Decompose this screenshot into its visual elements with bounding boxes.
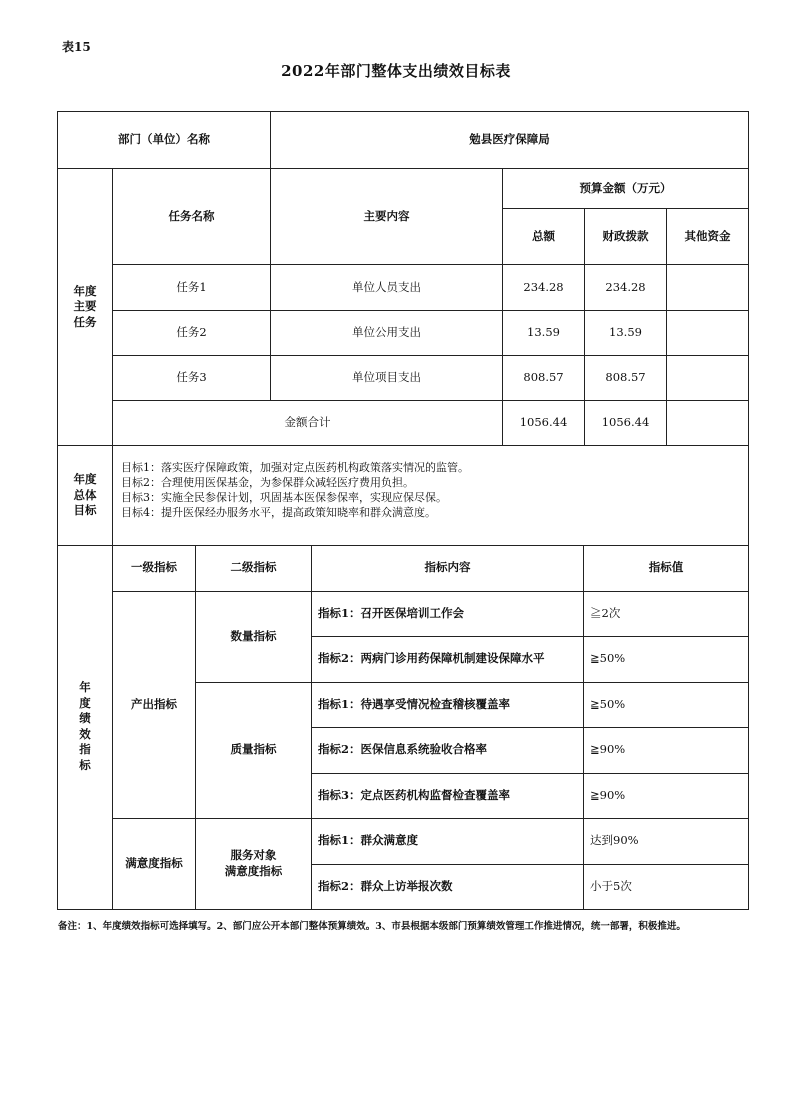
footnote: 备注：1、年度绩效指标可选择填写。2、部门应公开本部门整体预算绩效。3、市县根据本级部门预算绩效管理工作推进情况，统一部署，积极推进。 xyxy=(58,921,686,932)
sum-other xyxy=(667,401,749,446)
task-other xyxy=(667,265,749,311)
satisfaction-indicator-label: 满意度指标 xyxy=(113,818,196,909)
task-fiscal: 808.57 xyxy=(585,356,667,401)
department-label: 部门（单位）名称 xyxy=(58,112,271,169)
task-total: 808.57 xyxy=(503,356,585,401)
task-total: 13.59 xyxy=(503,311,585,356)
col-other: 其他资金 xyxy=(667,209,749,265)
sum-total: 1056.44 xyxy=(503,401,585,446)
col-budget: 预算金额（万元） xyxy=(503,169,749,209)
task-total: 234.28 xyxy=(503,265,585,311)
performance-label: 年 度 绩 效 指 标 xyxy=(58,545,113,909)
col-level1: 一级指标 xyxy=(113,545,196,591)
col-main-content: 主要内容 xyxy=(271,169,503,265)
service-satisfaction-label: 服务对象 满意度指标 xyxy=(196,818,312,909)
quantity-indicator-label: 数量指标 xyxy=(196,591,312,682)
indicator-value: ≧90% xyxy=(584,773,749,818)
department-value: 勉县医疗保障局 xyxy=(271,112,749,169)
indicator-content: 指标2：群众上访举报次数 xyxy=(312,864,584,909)
sum-row xyxy=(58,401,749,446)
document-title: 2022年部门整体支出绩效目标表 xyxy=(281,62,511,80)
task-budget-table xyxy=(57,111,749,546)
task-fiscal: 234.28 xyxy=(585,265,667,311)
indicator-value: ≧90% xyxy=(584,727,749,773)
task-other xyxy=(667,356,749,401)
task-row xyxy=(58,311,749,356)
annual-tasks-label: 年度 主要 任务 xyxy=(58,169,113,446)
task-content: 单位公用支出 xyxy=(271,311,503,356)
task-name: 任务2 xyxy=(113,311,271,356)
indicator-content: 指标2：两病门诊用药保障机制建设保障水平 xyxy=(312,636,584,682)
indicator-content: 指标1：待遇享受情况检查稽核覆盖率 xyxy=(312,682,584,727)
goal-line: 目标3：实施全民参保计划，巩固基本医保参保率，实现应保尽保。 xyxy=(121,491,447,504)
sum-fiscal: 1056.44 xyxy=(585,401,667,446)
annual-goals-text xyxy=(113,446,749,546)
indicator-value: 小于5次 xyxy=(584,864,749,909)
goal-line: 目标2：合理使用医保基金，为参保群众减轻医疗费用负担。 xyxy=(121,476,414,489)
indicator-content: 指标1：召开医保培训工作会 xyxy=(312,591,584,636)
indicator-value: ≧50% xyxy=(584,636,749,682)
indicator-content: 指标1：群众满意度 xyxy=(312,818,584,864)
col-level2: 二级指标 xyxy=(196,545,312,591)
indicator-value: ≧2次 xyxy=(584,591,749,636)
task-other xyxy=(667,311,749,356)
table-number: 表15 xyxy=(62,40,91,54)
output-indicator-label: 产出指标 xyxy=(113,591,196,818)
col-fiscal: 财政拨款 xyxy=(585,209,667,265)
task-name: 任务3 xyxy=(113,356,271,401)
task-content: 单位人员支出 xyxy=(271,265,503,311)
task-name: 任务1 xyxy=(113,265,271,311)
annual-goals-label: 年度 总体 目标 xyxy=(58,446,113,546)
performance-indicator-table xyxy=(57,545,749,910)
goal-line: 目标1：落实医疗保障政策，加强对定点医药机构政策落实情况的监管。 xyxy=(121,461,469,474)
col-indicator-value: 指标值 xyxy=(584,545,749,591)
goal-line: 目标4：提升医保经办服务水平，提高政策知晓率和群众满意度。 xyxy=(121,506,436,519)
task-row xyxy=(58,265,749,311)
col-total: 总额 xyxy=(503,209,585,265)
indicator-value: 达到90% xyxy=(584,818,749,864)
task-fiscal: 13.59 xyxy=(585,311,667,356)
sum-label: 金额合计 xyxy=(113,401,503,446)
indicator-content: 指标2：医保信息系统验收合格率 xyxy=(312,727,584,773)
indicator-row xyxy=(58,818,749,864)
indicator-value: ≧50% xyxy=(584,682,749,727)
indicator-content: 指标3：定点医药机构监督检查覆盖率 xyxy=(312,773,584,818)
col-task-name: 任务名称 xyxy=(113,169,271,265)
quality-indicator-label: 质量指标 xyxy=(196,682,312,818)
task-content: 单位项目支出 xyxy=(271,356,503,401)
indicator-row xyxy=(58,591,749,636)
col-indicator-content: 指标内容 xyxy=(312,545,584,591)
task-row xyxy=(58,356,749,401)
